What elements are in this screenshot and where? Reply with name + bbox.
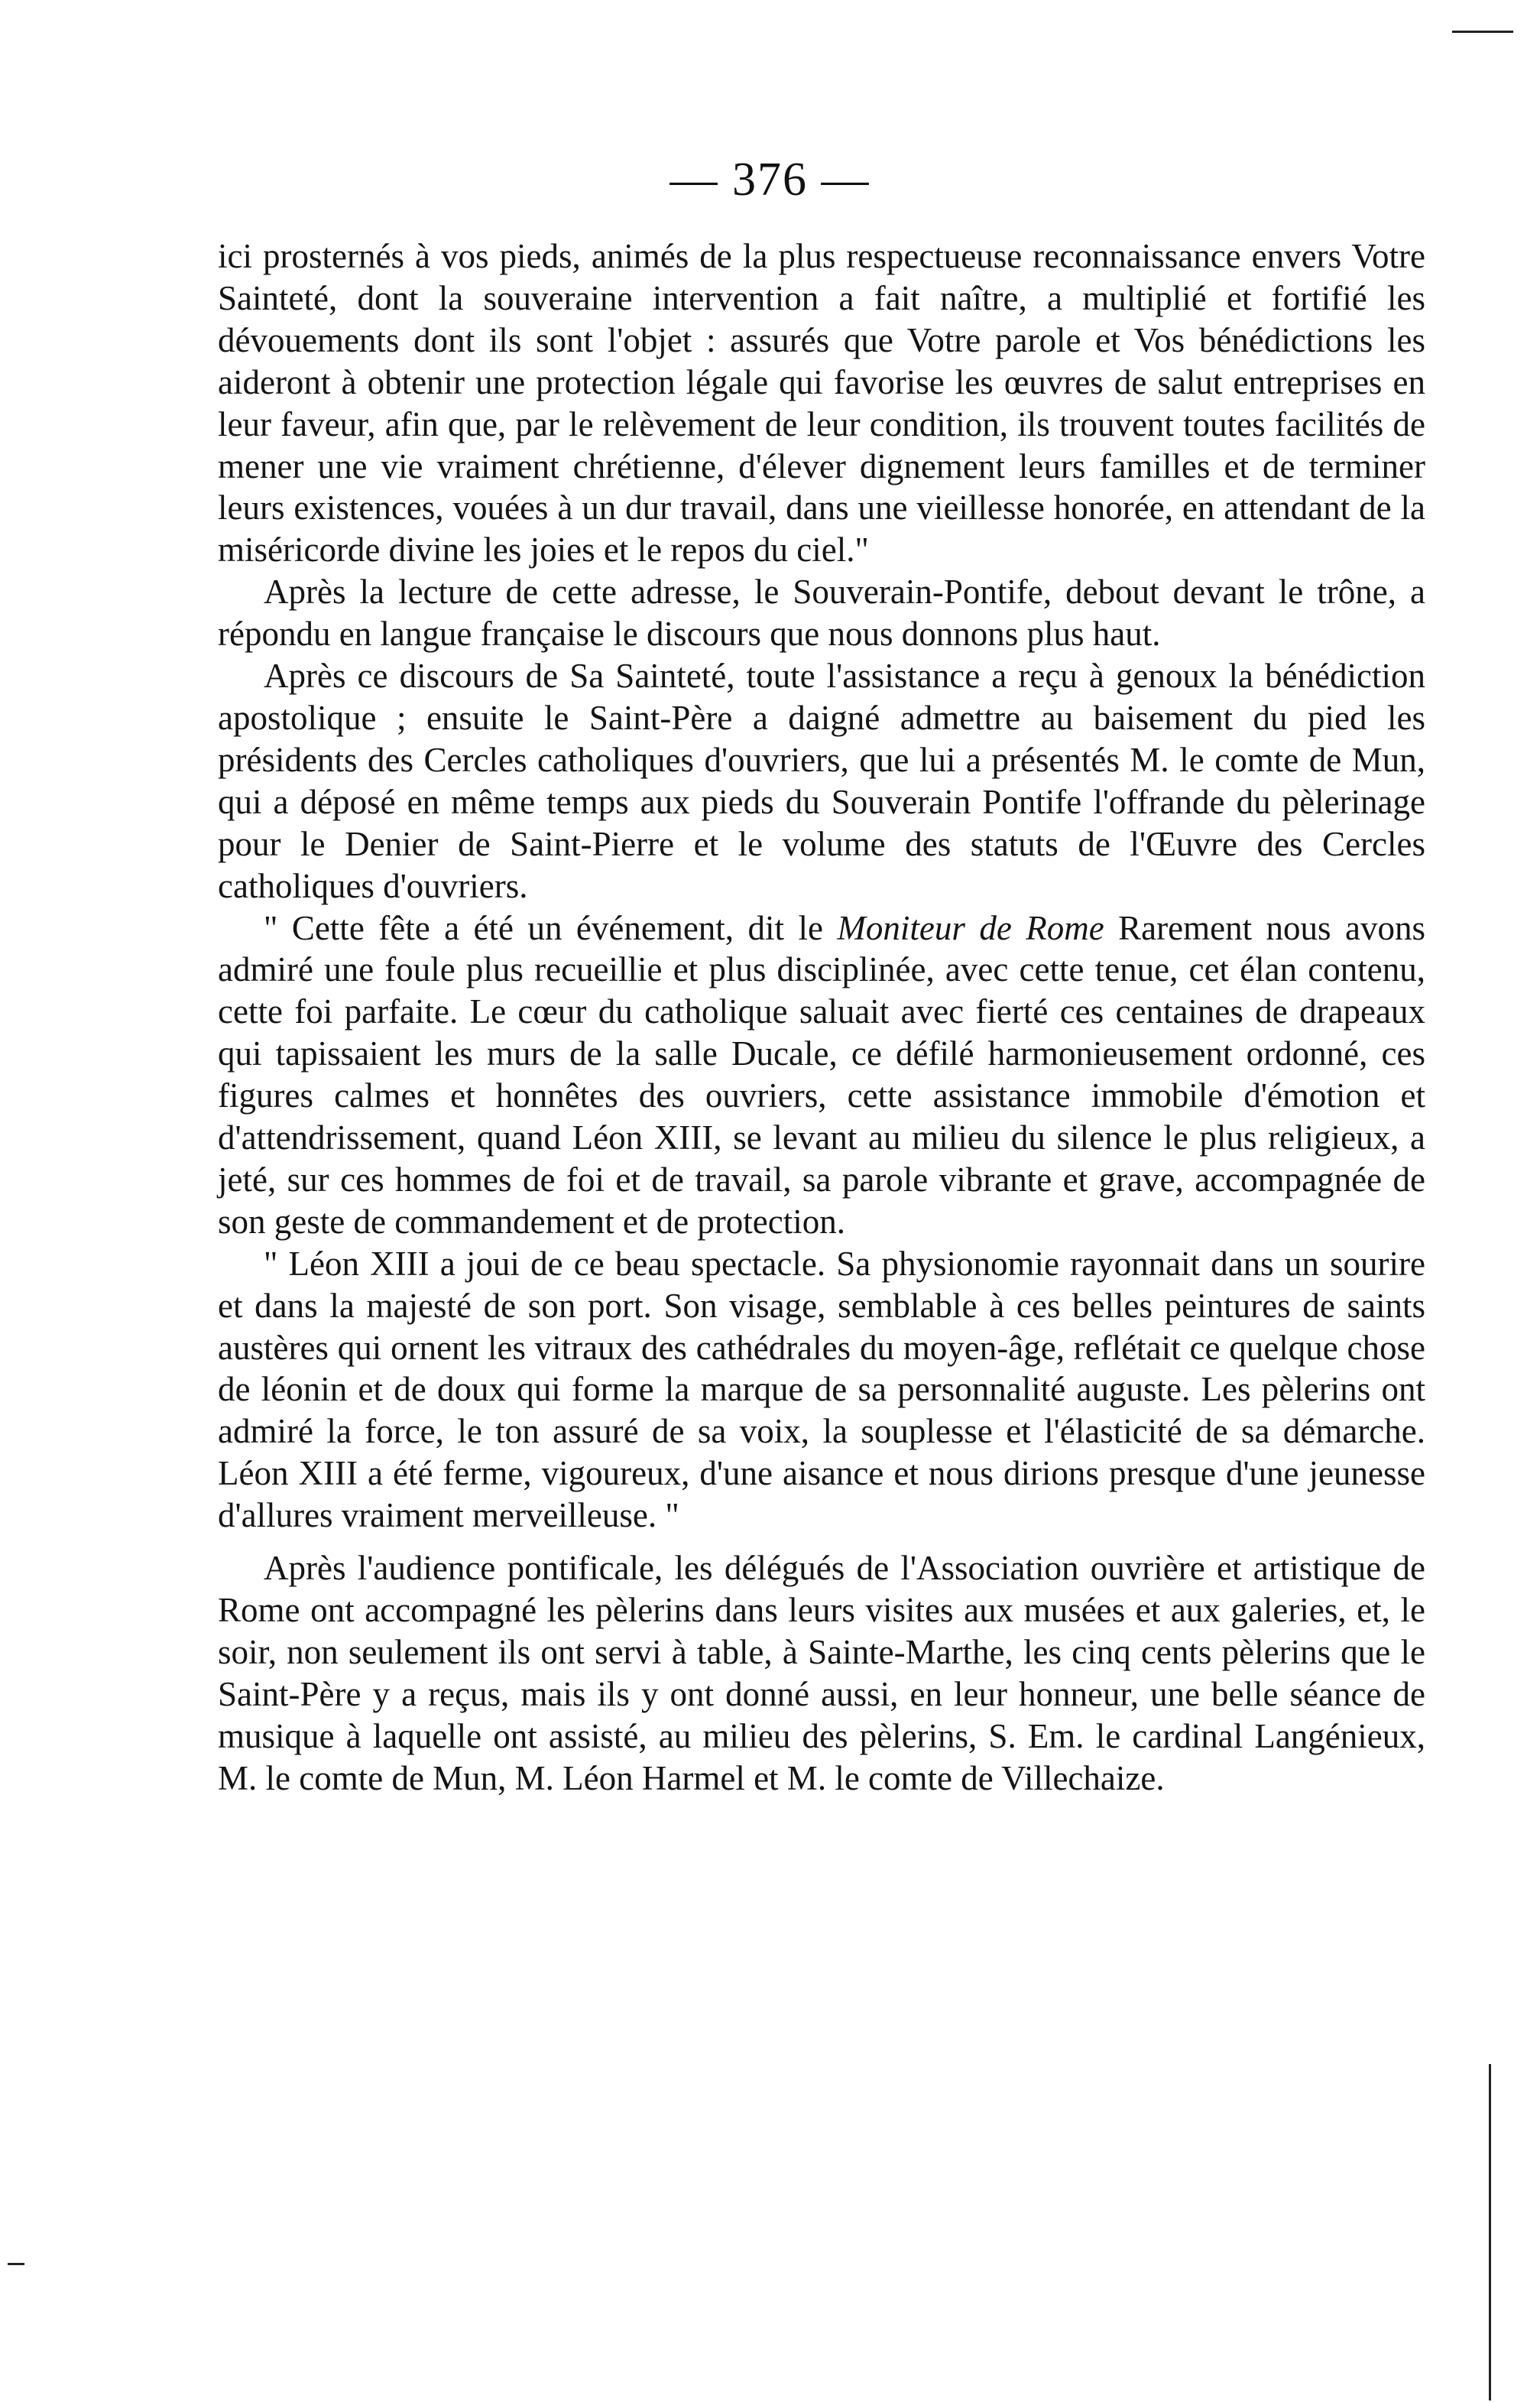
margin-mark-top-right	[1452, 31, 1513, 33]
paragraph-evening: Après l'audience pontificale, les délégués de l'Association ouvrière et artistique de Rome ont accompagné les pèlerins dans leurs visites aux musées et aux galeries, et, le soir, non seulement ils ont servi à table, à Sainte-Marthe, les cinq cents pèlerins que le Saint-Père y a reçus, mais ils y ont donné aussi, en leur honneur, une belle séance de musique à laquelle ont assisté, au milieu des pèlerins, S. Em. le cardinal Langénieux, M. le comte de Mun, M. Léon Harmel et M. le comte de Villechaize.	[218, 1549, 1425, 1797]
quote-lead: " Cette fête a été un événement, dit le	[264, 908, 838, 947]
margin-mark-left	[8, 2263, 24, 2265]
paragraph-continuation: ici prosternés à vos pieds, animés de la plus respectueuse reconnaissance envers Votre Sainteté, dont la souveraine intervention a fait naître, a multiplié et fortifié les dévouements dont ils sont l'objet : assurés que Votre parole et Vos bénédictions les aideront à obtenir une protection légale qui favorise les œuvres de salut entreprises en leur faveur, afin que, par le relèvement de leur condition, ils trouvent toutes facilités de mener une vie vraiment chrétienne, d'élever dignement leurs familles et de terminer leurs existences, vouées à un dur travail, dans une vieillesse honorée, en attendant de la miséricorde divine les joies et le repos du ciel."	[218, 237, 1425, 570]
page-number: — 376 —	[669, 154, 871, 206]
newspaper-title: Moniteur de Rome	[837, 908, 1104, 947]
paragraph-benediction: Après ce discours de Sa Sainteté, toute l'assistance a reçu à genoux la bénédiction apostolique ; ensuite le Saint-Père a daigné admettre au baisement du pied les présidents des Cercles catholiques d'ouvriers, que lui a présentés M. le comte de Mun, qui a déposé en même temps aux pieds du Souverain Pontife l'offrande du pèlerinage pour le Denier de Saint-Pierre et le volume des statuts de l'Œuvre des Cercles catholiques d'ouvriers.	[218, 657, 1425, 905]
body-text	[218, 235, 1425, 1800]
margin-mark-right-rule	[1489, 2064, 1491, 2400]
paragraph-reading-response: Après la lecture de cette adresse, le Souverain-Pontife, debout devant le trône, a répondu en langue française le discours que nous donnons plus haut.	[218, 573, 1425, 654]
paragraph-leon-xiii: " Léon XIII a joui de ce beau spectacle. Sa physionomie rayonnait dans un sourire et dans la majesté de son port. Son visage, semblable à ces belles peintures de saints austères qui ornent les vitraux des cathédrales du moyen-âge, reflétait ce quelque chose de léonin et de doux qui forme la marque de sa personnalité auguste. Les pèlerins ont admiré la force, le ton assuré de sa voix, la souplesse et l'élasticité de sa démarche. Léon XIII a été ferme, vigoureux, d'une aisance et nous dirions presque d'une jeunesse d'allures vraiment merveilleuse. "	[218, 1244, 1425, 1535]
quote-body: Rarement nous avons admiré une foule plus recueillie et plus disciplinée, avec cette tenue, cet élan contenu, cette foi parfaite. Le cœur du catholique saluait avec fierté ces centaines de drapeaux qui tapissaient les murs de la salle Ducale, ce défilé harmonieusement ordonné, ces figures calmes et honnêtes des ouvriers, cette assistance immobile d'émotion et d'attendrissement, quand Léon XIII, se levant au milieu du silence le plus religieux, a jeté, sur ces hommes de foi et de travail, sa parole vibrante et grave, accompagnée de son geste de commandement et de protection.	[218, 908, 1425, 1241]
paragraph-moniteur-quote	[218, 907, 1425, 1243]
